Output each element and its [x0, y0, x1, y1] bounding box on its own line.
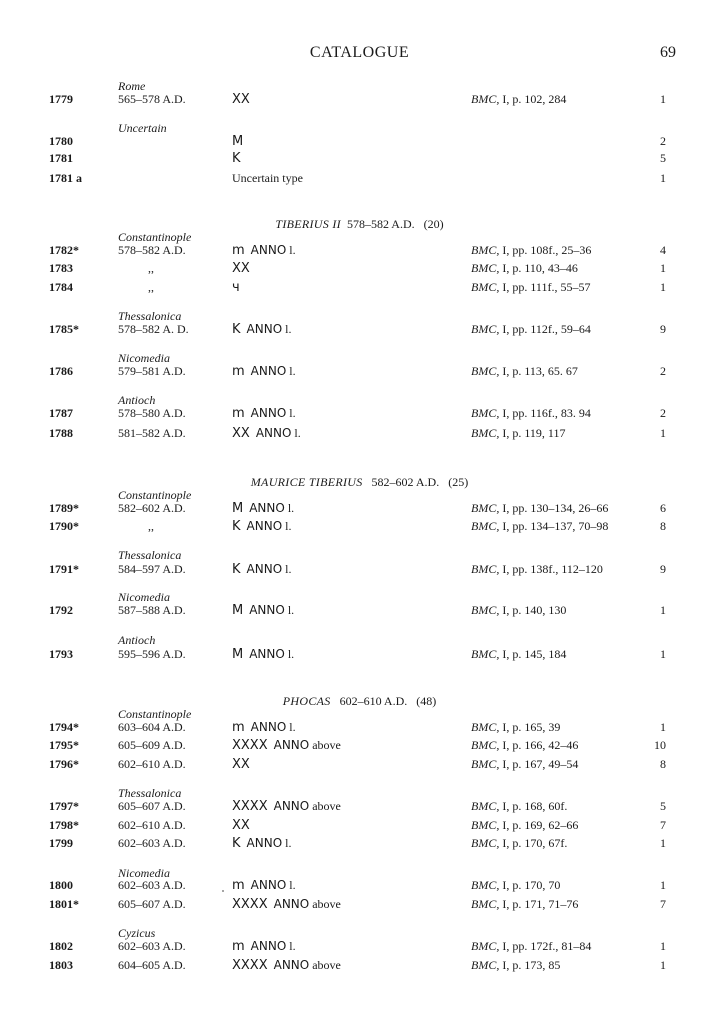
entry-type	[232, 895, 462, 914]
entry-count: 10	[654, 738, 666, 752]
entry-number: 1781	[49, 151, 73, 165]
officina-mark: M	[232, 134, 244, 149]
entry-type	[232, 278, 462, 297]
entry-type	[232, 169, 462, 187]
entry-reference	[471, 517, 641, 535]
entry-reference	[471, 404, 641, 422]
reference-abbrev: BMC,	[471, 92, 500, 106]
entry-number: 1791*	[49, 562, 79, 576]
anno-legend: ANNO	[250, 243, 287, 257]
entry-number: 1803	[49, 958, 73, 972]
mint-label: Uncertain	[118, 121, 167, 135]
anno-legend: ANNO	[273, 738, 310, 752]
entry-date: 582–602 A.D.	[118, 501, 186, 515]
catalogue-row	[0, 169, 719, 187]
entry-date: 579–581 A.D.	[118, 364, 186, 378]
officina-mark: m	[232, 878, 245, 893]
mint-label: Constantinople	[118, 230, 192, 244]
entry-date: 565–578 A.D.	[118, 92, 186, 106]
reference-abbrev: BMC,	[471, 261, 500, 275]
entry-number: 1781 a	[49, 171, 82, 185]
anno-position: l.	[287, 501, 295, 515]
ditto-mark: ,,	[148, 280, 154, 294]
entry-date: 595–596 A.D.	[118, 647, 186, 661]
entry-date: 602–603 A.D.	[118, 836, 186, 850]
reference-abbrev: BMC,	[471, 406, 500, 420]
catalogue-row	[0, 956, 719, 974]
reference-detail: I, p. 170, 67f.	[499, 836, 568, 850]
anno-position: l.	[285, 836, 292, 850]
catalogue-row	[0, 259, 719, 277]
entry-type	[232, 937, 462, 956]
anno-position: l.	[289, 878, 296, 892]
entry-count: 5	[660, 799, 666, 813]
ruler-dates: 582–602 A.D.	[371, 475, 440, 489]
ruler-heading	[0, 474, 719, 490]
officina-mark: m	[232, 939, 245, 954]
entry-type	[232, 645, 462, 664]
mint-label: Cyzicus	[118, 926, 156, 940]
entry-count: 4	[660, 243, 666, 257]
entry-date: 602–610 A.D.	[118, 818, 186, 832]
anno-position: l.	[285, 519, 292, 533]
anno-position: l.	[287, 647, 295, 661]
catalogue-row	[0, 424, 719, 442]
entry-count: 1	[660, 836, 666, 850]
officina-mark: ч	[232, 280, 240, 295]
mint-label: Thessalonica	[118, 786, 182, 800]
entry-type	[232, 718, 462, 737]
reference-abbrev: BMC,	[471, 836, 500, 850]
anno-legend: ANNO	[249, 603, 285, 617]
anno-position: l.	[285, 322, 292, 336]
catalogue-row	[0, 834, 719, 852]
page-title: CATALOGUE	[309, 44, 410, 61]
entry-type	[232, 601, 462, 620]
entry-count: 8	[660, 757, 666, 771]
entry-reference	[471, 278, 641, 296]
entry-date: 578–582 A.D.	[118, 243, 186, 257]
reference-detail: I, p. 167, 49–54	[499, 757, 579, 771]
entry-type	[232, 424, 462, 443]
reference-detail: I, pp. 172f., 81–84	[499, 939, 592, 953]
entry-number: 1796*	[49, 757, 79, 771]
entry-count: 9	[660, 562, 666, 576]
reference-abbrev: BMC,	[471, 757, 500, 771]
entry-count: 7	[660, 897, 666, 911]
officina-mark: XX	[232, 426, 250, 441]
reference-detail: I, p. 166, 42–46	[499, 738, 579, 752]
officina-mark: XX	[232, 757, 250, 772]
catalogue-row	[0, 755, 719, 773]
entry-count: 1	[660, 878, 666, 892]
entry-count: 1	[660, 92, 666, 106]
entry-number: 1798*	[49, 818, 79, 832]
entry-number: 1802	[49, 939, 73, 953]
reference-detail: I, p. 145, 184	[499, 647, 567, 661]
entry-reference	[471, 320, 641, 338]
anno-position: l.	[289, 939, 296, 953]
entry-date: 602–610 A.D.	[118, 757, 186, 771]
catalogue-row	[0, 797, 719, 815]
entry-count: 5	[660, 151, 666, 165]
anno-position: l.	[289, 720, 296, 734]
entry-count: 8	[660, 519, 666, 533]
catalogue-row	[0, 241, 719, 259]
entry-count: 1	[660, 171, 666, 185]
catalogue-row	[0, 517, 719, 535]
catalogue-row	[0, 404, 719, 422]
entry-date: 602–603 A.D.	[118, 939, 186, 953]
catalogue-row	[0, 90, 719, 108]
entry-reference	[471, 816, 641, 834]
anno-position: above	[312, 958, 341, 972]
entry-type	[232, 90, 462, 109]
reference-abbrev: BMC,	[471, 647, 500, 661]
entry-reference	[471, 834, 641, 852]
reference-detail: I, p. 169, 62–66	[499, 818, 579, 832]
entry-number: 1785*	[49, 322, 79, 336]
entry-type	[232, 876, 462, 895]
entry-type	[232, 404, 462, 423]
entry-date: 605–607 A.D.	[118, 897, 186, 911]
anno-legend: ANNO	[273, 897, 310, 911]
anno-legend: ANNO	[250, 720, 287, 734]
ruler-name: MAURICE TIBERIUS	[250, 475, 363, 489]
officina-mark: XX	[232, 261, 250, 276]
reference-abbrev: BMC,	[471, 322, 500, 336]
entry-type	[232, 517, 462, 536]
entry-type	[232, 149, 462, 168]
entry-number: 1782*	[49, 243, 79, 257]
anno-legend: ANNO	[273, 958, 310, 972]
entry-number: 1789*	[49, 501, 79, 515]
catalogue-row	[0, 645, 719, 663]
page-number: 69	[660, 44, 676, 61]
mint-label: Nicomedia	[118, 590, 170, 604]
entry-count: 1	[660, 720, 666, 734]
mint-label: Constantinople	[118, 707, 192, 721]
entry-count: 2	[660, 134, 666, 148]
anno-legend: ANNO	[273, 799, 310, 813]
reference-abbrev: BMC,	[471, 818, 500, 832]
entry-date: 578–580 A.D.	[118, 406, 186, 420]
entry-number: 1797*	[49, 799, 79, 813]
entry-type	[232, 259, 462, 278]
anno-legend: ANNO	[246, 836, 283, 850]
entry-type	[232, 816, 462, 835]
entry-count: 1	[660, 426, 666, 440]
reference-detail: I, p. 171, 71–76	[499, 897, 579, 911]
ruler-dates: 578–582 A.D.	[346, 217, 415, 231]
type-description: Uncertain type	[232, 171, 303, 185]
anno-position: l.	[289, 364, 296, 378]
ruler-name: PHOCAS	[282, 694, 331, 708]
entry-count: 2	[660, 364, 666, 378]
entry-date: 605–607 A.D.	[118, 799, 186, 813]
anno-position: above	[312, 799, 341, 813]
anno-position: l.	[289, 243, 296, 257]
reference-abbrev: BMC,	[471, 720, 500, 734]
officina-mark: K	[232, 562, 241, 577]
entry-number: 1794*	[49, 720, 79, 734]
entry-number: 1780	[49, 134, 73, 148]
reference-detail: I, p. 168, 60f.	[499, 799, 568, 813]
entry-reference	[471, 560, 641, 578]
ruler-heading	[0, 216, 719, 232]
reference-detail: I, pp. 116f., 83. 94	[499, 406, 591, 420]
catalogue-row	[0, 499, 719, 517]
mint-label: Antioch	[118, 633, 156, 647]
entry-reference	[471, 241, 641, 259]
officina-mark: m	[232, 364, 245, 379]
officina-mark: m	[232, 406, 245, 421]
reference-detail: I, p. 119, 117	[499, 426, 566, 440]
entry-type	[232, 755, 462, 774]
entry-reference	[471, 601, 641, 619]
entry-type	[232, 736, 462, 755]
officina-mark: M	[232, 603, 244, 618]
mint-label: Nicomedia	[118, 866, 170, 880]
officina-mark: K	[232, 519, 241, 534]
officina-mark: K	[232, 322, 241, 337]
entry-reference	[471, 259, 641, 277]
entry-reference	[471, 718, 641, 736]
entry-date: 603–604 A.D.	[118, 720, 186, 734]
entry-reference	[471, 362, 641, 380]
ruler-name: TIBERIUS II	[275, 217, 341, 231]
reference-abbrev: BMC,	[471, 562, 500, 576]
reference-abbrev: BMC,	[471, 939, 500, 953]
anno-position: l.	[294, 426, 301, 440]
mint-label: Constantinople	[118, 488, 192, 502]
entry-type	[232, 241, 462, 260]
entry-type	[232, 362, 462, 381]
entry-count: 7	[660, 818, 666, 832]
entry-number: 1801*	[49, 897, 79, 911]
officina-mark: XXXX	[232, 897, 268, 912]
anno-position: above	[312, 897, 341, 911]
anno-legend: ANNO	[246, 562, 283, 576]
entry-reference	[471, 876, 641, 894]
catalogue-row	[0, 816, 719, 834]
anno-legend: ANNO	[255, 426, 292, 440]
entry-type	[232, 956, 462, 975]
speck	[222, 890, 224, 892]
ruler-total: (48)	[416, 694, 437, 708]
reference-detail: I, p. 173, 85	[499, 958, 561, 972]
ditto-mark: ,,	[148, 261, 154, 275]
officina-mark: XXXX	[232, 958, 268, 973]
reference-detail: I, pp. 112f., 59–64	[499, 322, 591, 336]
catalogue-row	[0, 876, 719, 894]
entry-date: 604–605 A.D.	[118, 958, 186, 972]
officina-mark: K	[232, 836, 241, 851]
officina-mark: XX	[232, 92, 250, 107]
anno-position: l.	[289, 406, 296, 420]
catalogue-row	[0, 718, 719, 736]
reference-detail: I, p. 102, 284	[499, 92, 567, 106]
entry-type	[232, 797, 462, 816]
entry-number: 1783	[49, 261, 73, 275]
entry-date: 581–582 A.D.	[118, 426, 186, 440]
anno-position: above	[312, 738, 341, 752]
entry-count: 2	[660, 406, 666, 420]
reference-detail: I, pp. 134–137, 70–98	[499, 519, 609, 533]
ditto-mark: ,,	[148, 519, 154, 533]
catalogue-row	[0, 132, 719, 150]
reference-abbrev: BMC,	[471, 426, 500, 440]
reference-abbrev: BMC,	[471, 799, 500, 813]
catalogue-row	[0, 278, 719, 296]
entry-count: 1	[660, 280, 666, 294]
anno-legend: ANNO	[249, 501, 285, 515]
entry-type	[232, 320, 462, 339]
entry-number: 1792	[49, 603, 73, 617]
entry-count: 6	[660, 501, 666, 515]
anno-legend: ANNO	[250, 364, 287, 378]
reference-abbrev: BMC,	[471, 243, 500, 257]
officina-mark: K	[232, 151, 241, 166]
reference-detail: I, p. 140, 130	[499, 603, 567, 617]
entry-number: 1779	[49, 92, 73, 106]
catalogue-row	[0, 149, 719, 167]
anno-legend: ANNO	[250, 939, 287, 953]
anno-legend: ANNO	[249, 647, 285, 661]
entry-reference	[471, 424, 641, 442]
entry-count: 9	[660, 322, 666, 336]
entry-type	[232, 560, 462, 579]
reference-abbrev: BMC,	[471, 519, 500, 533]
entry-number: 1793	[49, 647, 73, 661]
entry-date: 584–597 A.D.	[118, 562, 186, 576]
officina-mark: m	[232, 243, 245, 258]
entry-count: 1	[660, 958, 666, 972]
officina-mark: XXXX	[232, 738, 268, 753]
reference-detail: I, p. 165, 39	[499, 720, 561, 734]
entry-number: 1787	[49, 406, 73, 420]
anno-legend: ANNO	[250, 878, 287, 892]
entry-reference	[471, 736, 641, 754]
reference-abbrev: BMC,	[471, 897, 500, 911]
anno-legend: ANNO	[250, 406, 287, 420]
entry-date: 602–603 A.D.	[118, 878, 186, 892]
officina-mark: XX	[232, 818, 250, 833]
anno-position: l.	[285, 562, 292, 576]
mint-label: Nicomedia	[118, 351, 170, 365]
reference-abbrev: BMC,	[471, 603, 500, 617]
entry-date: 578–582 A. D.	[118, 322, 189, 336]
reference-abbrev: BMC,	[471, 280, 500, 294]
mint-label: Rome	[118, 79, 146, 93]
entry-count: 1	[660, 647, 666, 661]
entry-number: 1788	[49, 426, 73, 440]
anno-legend: ANNO	[246, 322, 283, 336]
ruler-heading	[0, 693, 719, 709]
reference-detail: I, pp. 111f., 55–57	[499, 280, 591, 294]
ruler-total: (20)	[423, 217, 444, 231]
entry-type	[232, 834, 462, 853]
catalogue-row	[0, 601, 719, 619]
reference-detail: I, p. 110, 43–46	[499, 261, 578, 275]
reference-abbrev: BMC,	[471, 878, 500, 892]
entry-reference	[471, 956, 641, 974]
officina-mark: M	[232, 647, 244, 662]
entry-number: 1790*	[49, 519, 79, 533]
reference-abbrev: BMC,	[471, 738, 500, 752]
mint-label: Thessalonica	[118, 548, 182, 562]
reference-abbrev: BMC,	[471, 364, 500, 378]
ruler-dates: 602–610 A.D.	[339, 694, 408, 708]
ruler-total: (25)	[448, 475, 469, 489]
anno-legend: ANNO	[246, 519, 283, 533]
entry-number: 1784	[49, 280, 73, 294]
entry-reference	[471, 645, 641, 663]
reference-detail: I, pp. 130–134, 26–66	[499, 501, 609, 515]
entry-type	[232, 499, 462, 518]
anno-position: l.	[287, 603, 295, 617]
officina-mark: XXXX	[232, 799, 268, 814]
entry-number: 1800	[49, 878, 73, 892]
catalogue-row	[0, 937, 719, 955]
entry-number: 1786	[49, 364, 73, 378]
entry-count: 1	[660, 939, 666, 953]
entry-date: 605–609 A.D.	[118, 738, 186, 752]
entry-count: 1	[660, 261, 666, 275]
entry-count: 1	[660, 603, 666, 617]
officina-mark: M	[232, 501, 244, 516]
entry-reference	[471, 90, 641, 108]
mint-label: Thessalonica	[118, 309, 182, 323]
catalogue-row	[0, 320, 719, 338]
catalogue-row	[0, 736, 719, 754]
reference-detail: I, p. 113, 65. 67	[499, 364, 578, 378]
entry-number: 1795*	[49, 738, 79, 752]
entry-reference	[471, 499, 641, 517]
catalogue-row	[0, 362, 719, 380]
page-header	[0, 44, 719, 68]
entry-reference	[471, 797, 641, 815]
entry-reference	[471, 755, 641, 773]
reference-detail: I, pp. 138f., 112–120	[499, 562, 603, 576]
catalogue-row	[0, 895, 719, 913]
reference-abbrev: BMC,	[471, 501, 500, 515]
entry-reference	[471, 937, 641, 955]
entry-reference	[471, 895, 641, 913]
reference-detail: I, pp. 108f., 25–36	[499, 243, 592, 257]
entry-number: 1799	[49, 836, 73, 850]
catalogue-row	[0, 560, 719, 578]
mint-label: Antioch	[118, 393, 156, 407]
officina-mark: m	[232, 720, 245, 735]
reference-detail: I, p. 170, 70	[499, 878, 561, 892]
entry-date: 587–588 A.D.	[118, 603, 186, 617]
reference-abbrev: BMC,	[471, 958, 500, 972]
